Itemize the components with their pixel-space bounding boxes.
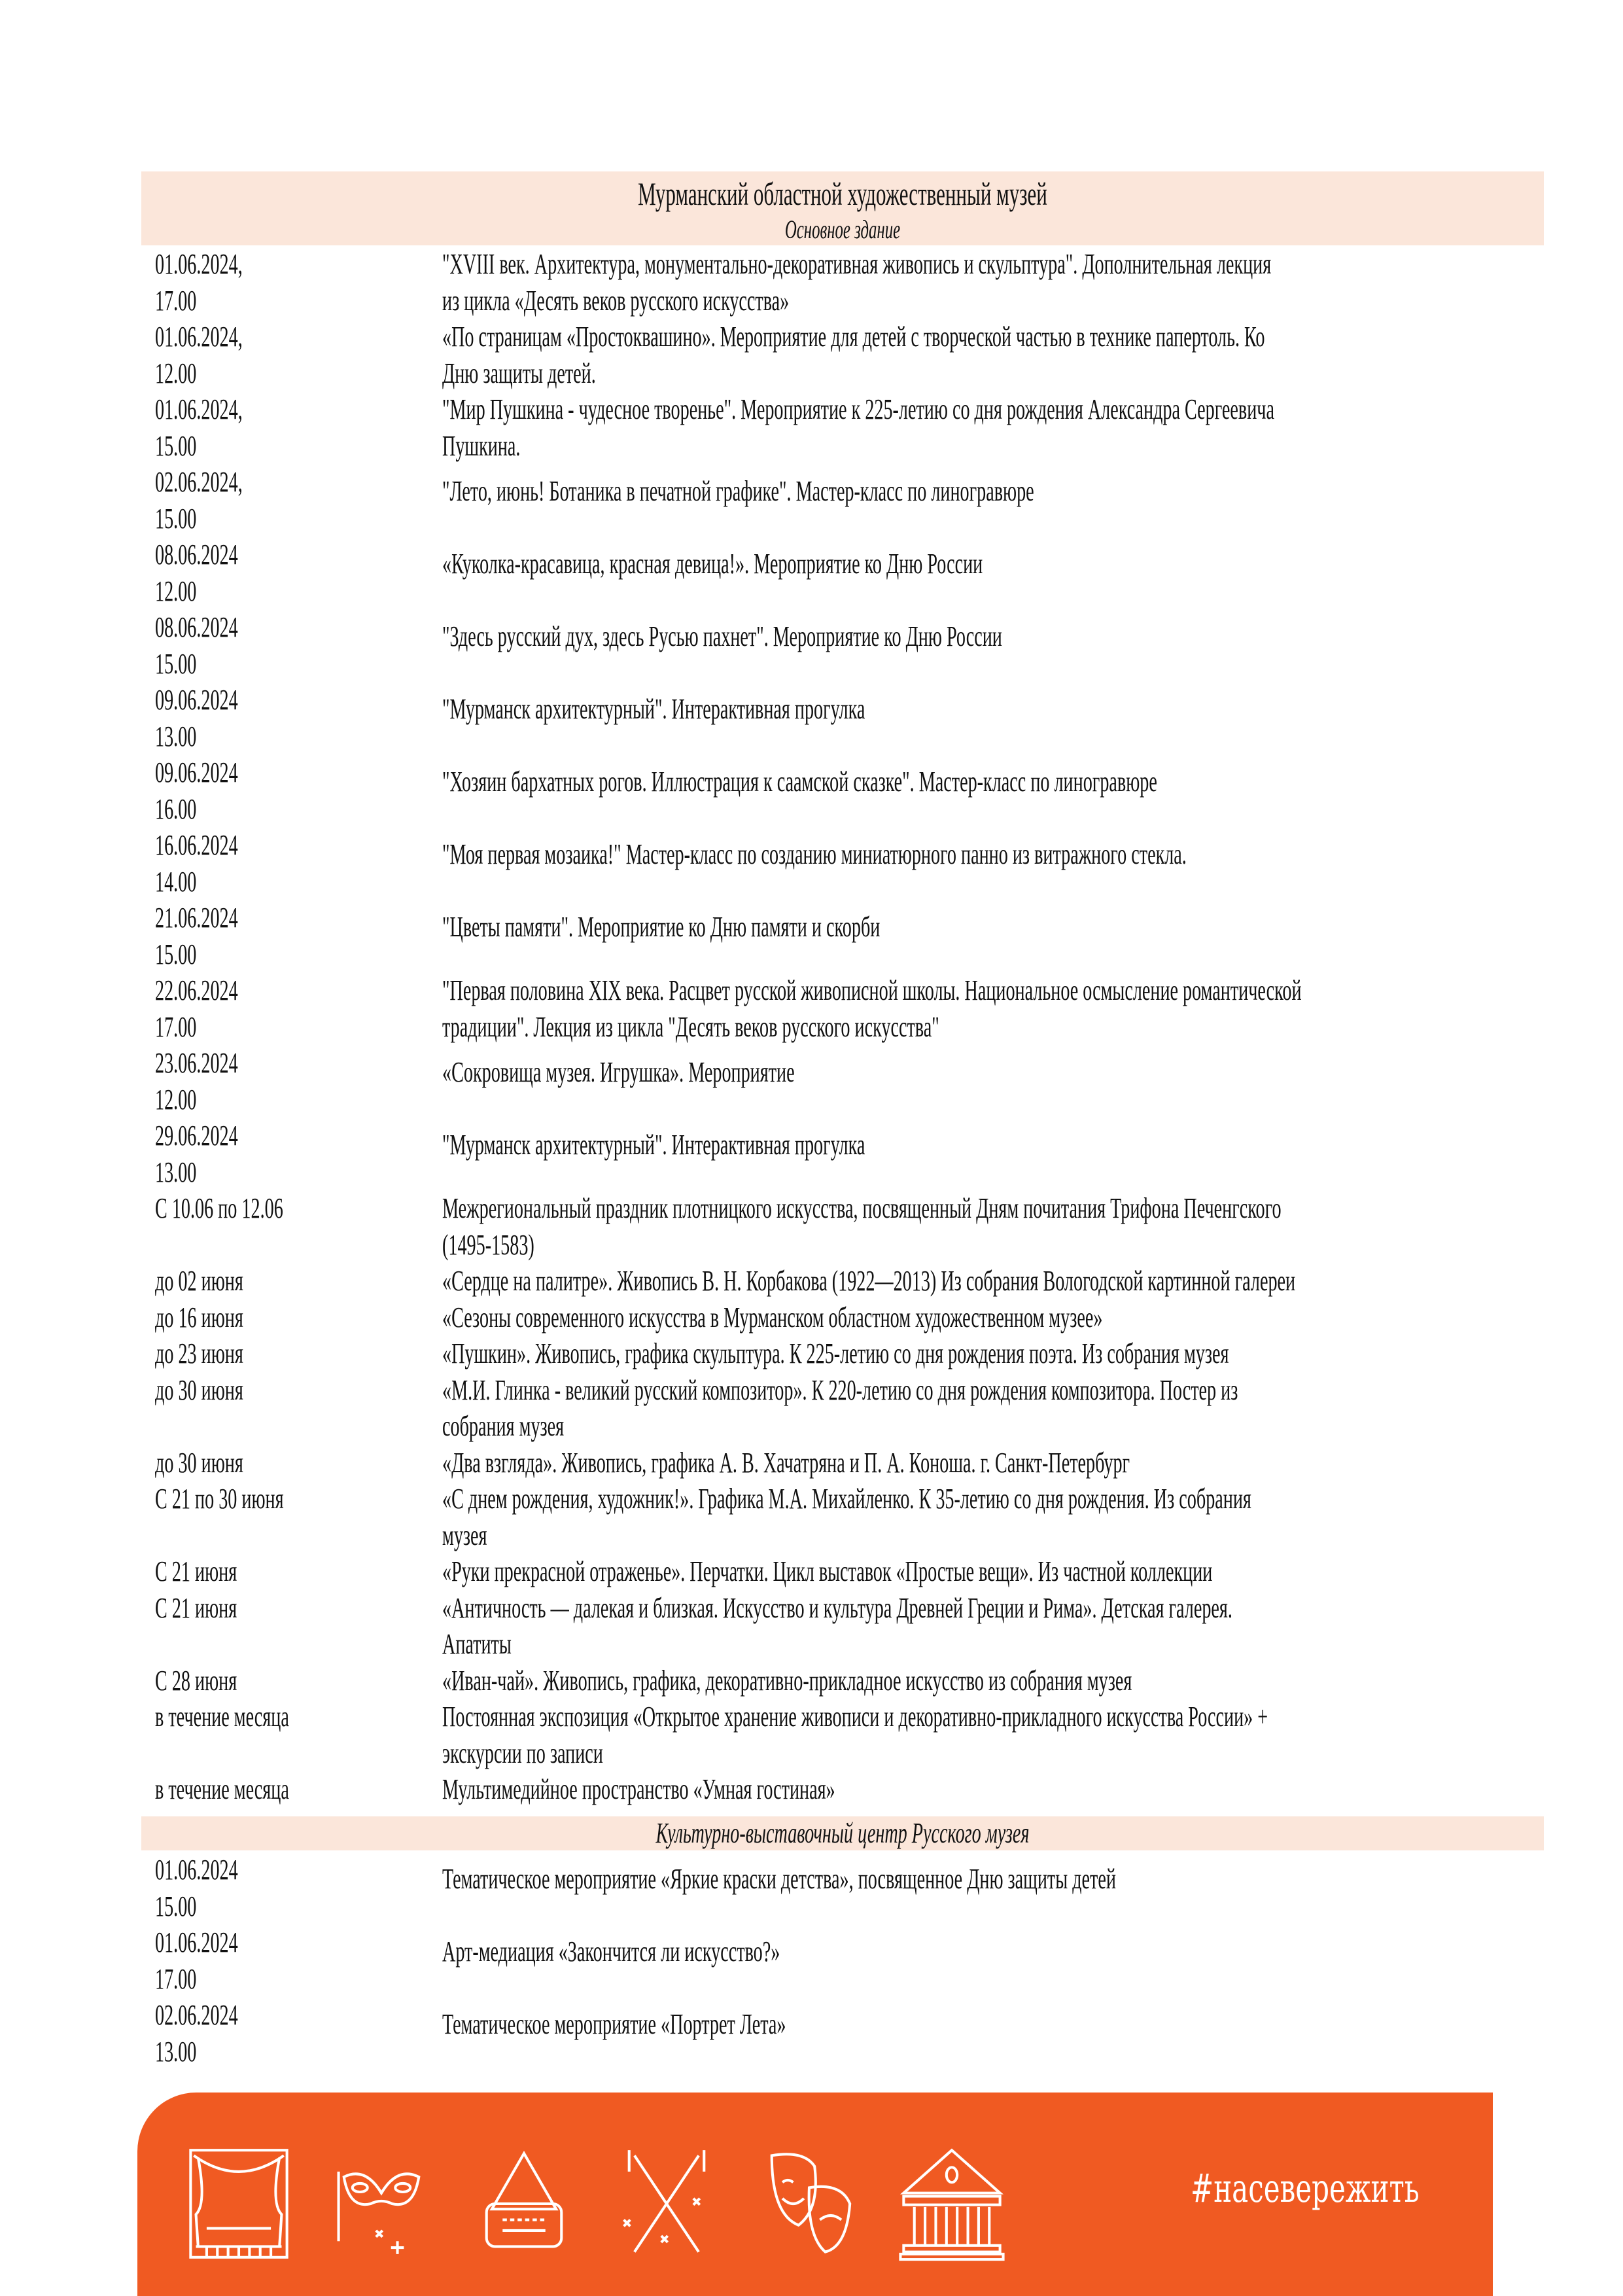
event-row (155, 1663, 1555, 1699)
event-date-text: до 30 июня (155, 1446, 243, 1479)
event-description (442, 537, 1555, 609)
event-row (155, 1997, 1555, 2070)
event-description (442, 1924, 1555, 1997)
event-description-line: «Сезоны современного искусства в Мурманском областном художественном музее» (442, 1301, 1103, 1333)
event-description-line: "Мурманск архитектурный". Интерактивная прогулка (442, 1128, 865, 1161)
main-events-list (155, 246, 1555, 1808)
footer-icons (183, 2145, 1007, 2263)
event-description-line: "Хозяин бархатных рогов. Иллюстрация к саамской сказке". Мастер-класс по линогравюре (442, 765, 1157, 798)
event-description (442, 319, 1623, 391)
event-date (155, 754, 442, 827)
event-row (155, 1590, 1555, 1663)
hashtag: #насевережить (1191, 2166, 1420, 2212)
event-description-line: (1495-1583) (442, 1228, 534, 1261)
event-description (442, 246, 1623, 319)
event-description-line: Тематическое мероприятие «Портрет Лета» (442, 2007, 786, 2040)
event-description (442, 754, 1560, 827)
event-row (155, 1335, 1555, 1372)
event-date-text: 01.06.2024, 12.00 (155, 321, 243, 389)
event-description-line: "Мурманск архитектурный". Интерактивная прогулка (442, 692, 865, 725)
event-description-line: "Цветы памяти". Мероприятие ко Дню памяти и скорби (442, 910, 881, 943)
event-date (155, 1335, 442, 1372)
event-description (442, 609, 1555, 682)
event-description-line: Арт-медиация «Закончится ли искусство?» (442, 1935, 780, 1968)
event-row (155, 900, 1555, 972)
event-date (155, 1118, 442, 1190)
event-date (155, 319, 442, 391)
event-row (155, 1299, 1555, 1336)
section2-events-list (155, 1852, 1555, 2070)
event-row (155, 1481, 1555, 1553)
event-date-text: 23.06.2024 12.00 (155, 1047, 238, 1116)
event-row (155, 1771, 1555, 1808)
event-date-text: С 28 июня (155, 1664, 237, 1697)
event-date (155, 827, 442, 900)
event-date-text: 02.06.2024 13.00 (155, 1999, 238, 2068)
event-date (155, 1997, 442, 2070)
event-description-line: экскурсии по записи (442, 1737, 603, 1769)
event-description (442, 972, 1623, 1045)
event-description-line: из цикла «Десять веков русского искусства» (442, 284, 790, 317)
event-date-text: 01.06.2024, 15.00 (155, 393, 243, 462)
event-description (442, 1299, 1555, 1336)
event-date (155, 246, 442, 319)
event-description (442, 464, 1555, 537)
event-date-text: 16.06.2024 14.00 (155, 829, 238, 898)
event-description-line: «Руки прекрасной отраженье». Перчатки. Цикл выставок «Простые вещи». Из частной коллекции (442, 1555, 1213, 1587)
event-description-line: «М.И. Глинка - великий русский композитор». К 220-летию со дня рождения композитора. Постер из (442, 1373, 1238, 1406)
section-title: Культурно-выставочный центр Русского музея (655, 1817, 1030, 1849)
event-description-line: «Античность — далекая и близкая. Искусство и культура Древней Греции и Рима». Детская галерея. (442, 1591, 1232, 1624)
event-row (155, 319, 1555, 391)
event-date-text: С 21 по 30 июня (155, 1483, 284, 1515)
event-row (155, 464, 1555, 537)
event-date-text: С 21 июня (155, 1591, 237, 1624)
event-row (155, 1852, 1555, 1924)
event-date (155, 1924, 442, 1997)
event-description (442, 1263, 1623, 1299)
event-date (155, 1699, 442, 1771)
event-description (442, 1699, 1623, 1771)
event-description-line: Тематическое мероприятие «Яркие краски детства», посвященное Дню защиты детей (442, 1862, 1116, 1895)
event-description-line: «Иван-чай». Живопись, графика, декоративно-прикладное искусство из собрания музея (442, 1664, 1132, 1697)
event-date (155, 1190, 442, 1263)
tickets-icon (468, 2145, 580, 2263)
event-description (442, 1372, 1623, 1445)
event-row (155, 1372, 1555, 1445)
event-date (155, 972, 442, 1045)
event-date-text: до 02 июня (155, 1265, 243, 1297)
event-description-line: «Пушкин». Живопись, графика скульптура. К 225-летию со дня рождения поэта. Из собрания музея (442, 1337, 1229, 1369)
event-date-text: 21.06.2024 15.00 (155, 902, 238, 970)
event-row (155, 827, 1555, 900)
event-date (155, 682, 442, 754)
event-date-text: С 21 июня (155, 1555, 237, 1587)
event-description-line: "Моя первая мозаика!" Мастер-класс по созданию миниатюрного панно из витражного стекла. (442, 838, 1187, 870)
event-date (155, 1299, 442, 1336)
event-description-line: "Здесь русский дух, здесь Русью пахнет". Мероприятие ко Дню России (442, 620, 1002, 652)
event-date-text: 01.06.2024 17.00 (155, 1926, 238, 1995)
event-description-line: «С днем рождения, художник!». Графика М.А. Михайленко. К 35-летию со дня рождения. Из собрания (442, 1483, 1251, 1515)
event-row (155, 1118, 1555, 1190)
event-description (442, 391, 1623, 464)
event-description-line: «Сердце на палитре». Живопись В. Н. Корбакова (1922—2013) Из собрания Вологодской картинной галереи (442, 1265, 1296, 1297)
page-title: Мурманский областной художественный музей (638, 175, 1047, 212)
event-description (442, 1553, 1623, 1590)
event-description (442, 1663, 1555, 1699)
event-description-line: «Куколка-красавица, красная девица!». Мероприятие ко Дню России (442, 547, 983, 580)
event-date (155, 1771, 442, 1808)
event-description-line: собрания музея (442, 1410, 565, 1442)
event-description-line: традиции". Лекция из цикла "Десять веков русского искусства" (442, 1010, 939, 1043)
event-description-line: Постоянная экспозиция «Открытое хранение живописи и декоративно-прикладного искусства России» + (442, 1701, 1268, 1733)
event-description (442, 1997, 1555, 2070)
event-date-text: 29.06.2024 13.00 (155, 1120, 238, 1188)
theater-curtain-icon (183, 2145, 294, 2263)
event-description (442, 1190, 1623, 1263)
event-description (442, 1118, 1555, 1190)
event-row (155, 1445, 1555, 1481)
event-date-text: С 10.06 по 12.06 (155, 1192, 283, 1224)
event-date-text: в течение месяца (155, 1773, 289, 1805)
footer-banner (137, 2093, 1493, 2296)
event-date-text: в течение месяца (155, 1701, 289, 1733)
crossed-torches-icon (611, 2145, 722, 2263)
event-date (155, 1045, 442, 1118)
event-date (155, 464, 442, 537)
event-date (155, 537, 442, 609)
event-description (442, 1335, 1623, 1372)
event-date-text: до 16 июня (155, 1301, 243, 1333)
event-description (442, 1481, 1623, 1553)
event-row (155, 1924, 1555, 1997)
event-date-text: 01.06.2024, 17.00 (155, 248, 243, 317)
page-subtitle: Основное здание (784, 215, 901, 244)
event-description (442, 1771, 1555, 1808)
event-row (155, 246, 1555, 319)
event-row (155, 1553, 1555, 1590)
event-description-line: "Первая половина XIX века. Расцвет русской живописной школы. Национальное осмысление романтической (442, 974, 1302, 1006)
event-date-text: 02.06.2024, 15.00 (155, 466, 243, 535)
event-row (155, 754, 1555, 827)
event-date (155, 1445, 442, 1481)
event-date-text: 01.06.2024 15.00 (155, 1854, 238, 1922)
event-date (155, 391, 442, 464)
event-description (442, 682, 1555, 754)
event-description (442, 1590, 1623, 1663)
event-date-text: до 30 июня (155, 1373, 243, 1406)
event-description-line: Мультимедийное пространство «Умная гостиная» (442, 1773, 835, 1805)
event-date-text: 09.06.2024 16.00 (155, 756, 238, 825)
museum-header (141, 171, 1544, 245)
event-row (155, 609, 1555, 682)
event-date-text: 08.06.2024 15.00 (155, 611, 238, 680)
event-date (155, 1481, 442, 1553)
event-description (442, 1045, 1555, 1118)
event-row (155, 1190, 1555, 1263)
event-description-line: "Лето, июнь! Ботаника в печатной графике". Мастер-класс по линогравюре (442, 474, 1034, 507)
event-date-text: до 23 июня (155, 1337, 243, 1369)
event-row (155, 972, 1555, 1045)
event-description (442, 1445, 1555, 1481)
theater-masks-icon (754, 2145, 865, 2263)
event-row (155, 1263, 1555, 1299)
event-description-line: «Сокровища музея. Игрушка». Мероприятие (442, 1055, 795, 1088)
event-row (155, 1699, 1555, 1771)
museum-building-icon (896, 2145, 1007, 2263)
event-row (155, 682, 1555, 754)
event-date (155, 1590, 442, 1663)
event-date (155, 1263, 442, 1299)
event-date (155, 1372, 442, 1445)
event-description-line: Межрегиональный праздник плотницкого искусства, посвященный Дням почитания Трифона Печенгского (442, 1192, 1282, 1224)
event-description-line: "Мир Пушкина - чудесное творенье". Мероприятие к 225-летию со дня рождения Александра Сергеевича (442, 393, 1274, 425)
event-row (155, 1045, 1555, 1118)
section-header (141, 1816, 1544, 1850)
event-description-line: «По страницам «Простоквашино». Мероприятие для детей с творческой частью в технике папертоль. Ко (442, 321, 1265, 353)
event-description-line: "XVIII век. Архитектура, монументально-декоративная живопись и скульптура". Дополнительная лекция (442, 248, 1272, 280)
event-description-line: Пушкина. (442, 429, 521, 462)
masquerade-mask-icon (326, 2145, 437, 2263)
event-date-text: 09.06.2024 13.00 (155, 684, 238, 752)
event-description-line: «Два взгляда». Живопись, графика А. В. Хачатряна и П. А. Коноша. г. Санкт-Петербург (442, 1446, 1130, 1479)
event-description-line: Дню защиты детей. (442, 357, 596, 389)
event-date (155, 609, 442, 682)
event-row (155, 537, 1555, 609)
event-date (155, 1852, 442, 1924)
event-date-text: 08.06.2024 12.00 (155, 539, 238, 607)
event-date (155, 1663, 442, 1699)
event-date (155, 1553, 442, 1590)
event-description-line: музея (442, 1519, 487, 1551)
event-description (442, 1852, 1555, 1924)
event-description (442, 827, 1605, 900)
event-row (155, 391, 1555, 464)
event-date-text: 22.06.2024 17.00 (155, 974, 238, 1043)
event-date (155, 900, 442, 972)
event-description-line: Апатиты (442, 1628, 512, 1660)
event-description (442, 900, 1555, 972)
